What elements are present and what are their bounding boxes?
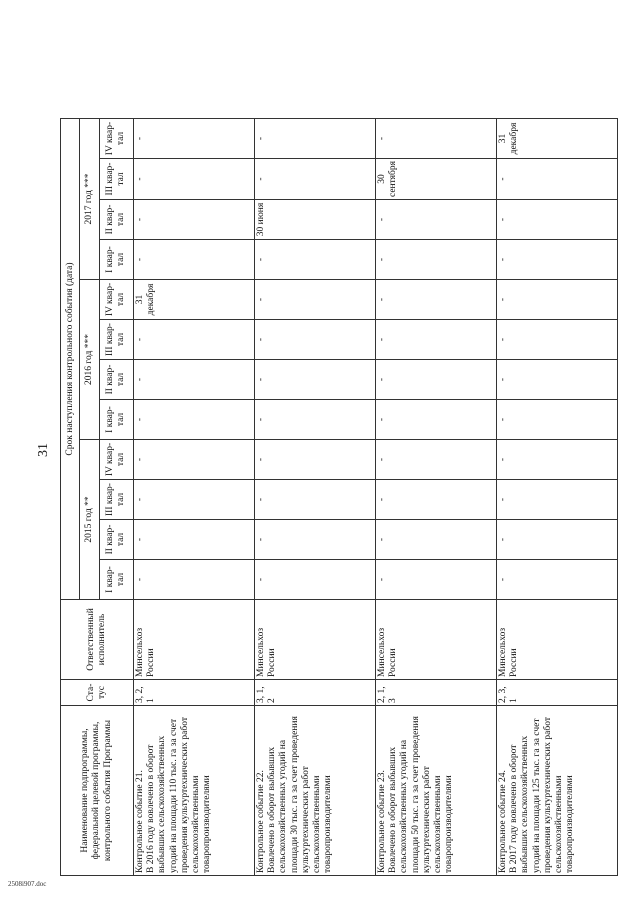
- executor-cell: Минсельхоз России: [255, 600, 376, 680]
- empty-quarter-cell: -: [134, 480, 255, 520]
- event-title: Контрольное событие 24.: [498, 770, 508, 873]
- empty-quarter-cell: -: [376, 320, 497, 360]
- status-cell: 3, 1, 2: [255, 680, 376, 706]
- status-cell: 3, 2, 1: [134, 680, 255, 706]
- empty-quarter-cell: -: [134, 520, 255, 560]
- empty-quarter-cell: -: [497, 159, 618, 200]
- empty-quarter-cell: -: [255, 240, 376, 280]
- empty-quarter-cell: -: [497, 520, 618, 560]
- header-year-2017: 2017 год ***: [80, 119, 99, 280]
- event-description: Вовлечено в оборот выбывших сельскохозяйственных угодий на площади 30 тыс. га за счет проведения культуртехнических работ сельскохозяйственными товаропроизводителями: [267, 716, 334, 873]
- empty-quarter-cell: -: [134, 200, 255, 240]
- event-description: В 2017 году вовлечено в оборот выбывших сельскохозяйственных угодий на площади 125 тыс. га за счет проведения культуртехнических работ сельскохозяйственными товаропроизводителями: [509, 716, 576, 873]
- empty-quarter-cell: -: [255, 440, 376, 480]
- deadline-date-cell: 31 декабря: [134, 280, 255, 320]
- empty-quarter-cell: -: [134, 320, 255, 360]
- quarter-header: IV квар-тал: [99, 119, 133, 159]
- event-title: Контрольное событие 23.: [377, 770, 387, 873]
- page-number: 31: [36, 443, 51, 457]
- quarter-header: I квар-тал: [99, 240, 133, 280]
- empty-quarter-cell: -: [376, 280, 497, 320]
- empty-quarter-cell: -: [376, 360, 497, 400]
- header-executor: Ответственный исполнитель: [61, 600, 134, 680]
- quarter-header: III квар-тал: [99, 320, 133, 360]
- table-row: [376, 119, 497, 876]
- empty-quarter-cell: -: [376, 400, 497, 440]
- event-title: Контрольное событие 21.: [135, 770, 145, 873]
- empty-quarter-cell: -: [255, 159, 376, 200]
- event-description: В 2016 году вовлечено в оборот выбывших сельскохозяйственных угодий на площади 110 тыс. га за счет проведения культуртехнических работ сельскохозяйственными товаропроизводителями: [146, 716, 213, 873]
- empty-quarter-cell: -: [497, 280, 618, 320]
- deadline-date-cell: 30 сентября: [376, 159, 497, 200]
- empty-quarter-cell: -: [134, 159, 255, 200]
- empty-quarter-cell: -: [255, 320, 376, 360]
- empty-quarter-cell: -: [376, 520, 497, 560]
- empty-quarter-cell: -: [497, 480, 618, 520]
- empty-quarter-cell: -: [134, 240, 255, 280]
- executor-cell: Минсельхоз России: [497, 600, 618, 680]
- empty-quarter-cell: -: [497, 240, 618, 280]
- executor-cell: Минсельхоз России: [376, 600, 497, 680]
- empty-quarter-cell: -: [376, 480, 497, 520]
- empty-quarter-cell: -: [497, 560, 618, 600]
- empty-quarter-cell: -: [255, 560, 376, 600]
- event-name-cell: [134, 706, 255, 876]
- rotated-content: [30, 30, 610, 890]
- empty-quarter-cell: -: [497, 200, 618, 240]
- table-row: [134, 119, 255, 876]
- event-name-cell: [497, 706, 618, 876]
- header-status: Ста-тус: [61, 680, 134, 706]
- empty-quarter-cell: -: [497, 320, 618, 360]
- executor-cell: Минсельхоз России: [134, 600, 255, 680]
- empty-quarter-cell: -: [497, 440, 618, 480]
- quarter-header: III квар-тал: [99, 159, 133, 200]
- table-row: [497, 119, 618, 876]
- deadline-date-cell: 31 декабря: [497, 119, 618, 159]
- empty-quarter-cell: -: [255, 119, 376, 159]
- header-year-2015: 2015 год **: [80, 440, 99, 600]
- empty-quarter-cell: -: [134, 560, 255, 600]
- header-row-1: [61, 119, 80, 876]
- empty-quarter-cell: -: [255, 280, 376, 320]
- empty-quarter-cell: -: [376, 560, 497, 600]
- header-deadline: Срок наступления контрольного события (дата): [61, 119, 80, 600]
- status-cell: 2, 1, 3: [376, 680, 497, 706]
- empty-quarter-cell: -: [255, 400, 376, 440]
- empty-quarter-cell: -: [134, 440, 255, 480]
- quarter-header: I квар-тал: [99, 400, 133, 440]
- quarter-header: I квар-тал: [99, 560, 133, 600]
- event-description: Вовлечено в оборот выбывших сельскохозяйственных угодий на площади 50 тыс. га за счет проведения культуртехнических работ сельскохозяйственными товаропроизводителями: [388, 716, 455, 873]
- footer-doc-code: 2508i907.doc: [8, 880, 47, 888]
- quarter-header: II квар-тал: [99, 520, 133, 560]
- deadline-date-cell: 30 июня: [255, 200, 376, 240]
- quarter-header: II квар-тал: [99, 200, 133, 240]
- empty-quarter-cell: -: [376, 200, 497, 240]
- empty-quarter-cell: -: [497, 360, 618, 400]
- empty-quarter-cell: -: [134, 119, 255, 159]
- table-row: [255, 119, 376, 876]
- empty-quarter-cell: -: [376, 119, 497, 159]
- empty-quarter-cell: -: [376, 440, 497, 480]
- quarter-header: IV квар-тал: [99, 440, 133, 480]
- empty-quarter-cell: -: [255, 520, 376, 560]
- quarter-header: II квар-тал: [99, 360, 133, 400]
- empty-quarter-cell: -: [134, 400, 255, 440]
- empty-quarter-cell: -: [134, 360, 255, 400]
- status-cell: 2, 3, 1: [497, 680, 618, 706]
- quarter-header: IV квар-тал: [99, 280, 133, 320]
- header-name: Наименование подпрограммы, федеральной целевой программы, контрольного события Программы: [61, 706, 134, 876]
- event-title: Контрольное событие 22.: [256, 770, 266, 873]
- quarter-header: III квар-тал: [99, 480, 133, 520]
- event-name-cell: [255, 706, 376, 876]
- schedule-table: [60, 118, 618, 876]
- empty-quarter-cell: -: [255, 360, 376, 400]
- empty-quarter-cell: -: [497, 400, 618, 440]
- schedule-body: [134, 119, 618, 876]
- header-year-2016: 2016 год ***: [80, 280, 99, 440]
- empty-quarter-cell: -: [376, 240, 497, 280]
- empty-quarter-cell: -: [255, 480, 376, 520]
- event-name-cell: [376, 706, 497, 876]
